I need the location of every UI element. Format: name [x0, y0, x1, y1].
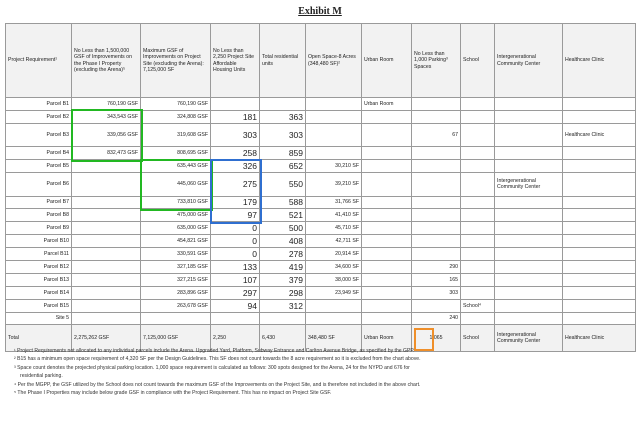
- affordable-units-cell: 275: [211, 173, 260, 197]
- header-healthcare: Healthcare Clinic: [563, 24, 636, 98]
- school-cell: [461, 312, 495, 325]
- urban-room-cell: [362, 173, 412, 197]
- school-cell: [461, 196, 495, 209]
- residential-units-cell: 859: [260, 147, 306, 160]
- table-row: [6, 147, 636, 160]
- phase1-gsf-cell: 343,543 GSF: [72, 110, 141, 123]
- urban-room-cell: [362, 312, 412, 325]
- phase1-gsf-cell: [72, 312, 141, 325]
- phase1-gsf-cell: [72, 160, 141, 173]
- max-gsf-cell: 635,443 GSF: [141, 160, 211, 173]
- parking-spaces-cell: [412, 209, 461, 222]
- table-row: [6, 261, 636, 274]
- urban-room-cell: [362, 273, 412, 286]
- residential-units-cell: 408: [260, 235, 306, 248]
- affordable-units-cell: 297: [211, 286, 260, 299]
- healthcare-clinic-cell: [563, 222, 636, 235]
- parcel-name-cell: Parcel B14: [6, 286, 72, 299]
- parking-spaces-cell: [412, 98, 461, 111]
- total-label: Total: [6, 325, 72, 352]
- urban-room-cell: [362, 196, 412, 209]
- requirements-table: [5, 23, 636, 352]
- healthcare-clinic-cell: [563, 248, 636, 261]
- parcel-name-cell: Parcel B10: [6, 235, 72, 248]
- table-row: [6, 273, 636, 286]
- open-space-cell: [306, 110, 362, 123]
- table-row: [6, 160, 636, 173]
- parcel-name-cell: Parcel B8: [6, 209, 72, 222]
- parking-spaces-cell: 165: [412, 273, 461, 286]
- table-row: [6, 299, 636, 312]
- affordable-units-cell: 107: [211, 273, 260, 286]
- healthcare-clinic-cell: [563, 312, 636, 325]
- community-center-cell: [495, 261, 563, 274]
- urban-room-cell: [362, 110, 412, 123]
- healthcare-clinic-cell: [563, 273, 636, 286]
- header-school: School: [461, 24, 495, 98]
- healthcare-clinic-cell: [563, 299, 636, 312]
- school-cell: [461, 286, 495, 299]
- school-cell: [461, 123, 495, 147]
- urban-room-cell: [362, 209, 412, 222]
- table-row: [6, 110, 636, 123]
- parking-spaces-cell: 290: [412, 261, 461, 274]
- residential-units-cell: 278: [260, 248, 306, 261]
- max-gsf-cell: 808,695 GSF: [141, 147, 211, 160]
- school-cell: [461, 261, 495, 274]
- phase1-gsf-cell: [72, 196, 141, 209]
- open-space-cell: [306, 312, 362, 325]
- affordable-units-cell: [211, 312, 260, 325]
- school-cell: [461, 147, 495, 160]
- table-row: [6, 248, 636, 261]
- affordable-units-cell: [211, 98, 260, 111]
- header-max-gsf: Maximum GSF of Improvements on Project Site (excluding the Arena): 7,125,000 SF: [141, 24, 211, 98]
- max-gsf-cell: [141, 312, 211, 325]
- table-row: [6, 222, 636, 235]
- urban-room-cell: [362, 147, 412, 160]
- footnote-1: ¹ Project Requirements not allocated to any individual parcels include the Arena. Upgraded Yard, Platform, Subway Entrance and Carlton Avenue Bridge, as specified by the GPP.: [14, 348, 415, 354]
- footnote-3-cont: residential parking.: [20, 373, 63, 380]
- school-cell: [461, 98, 495, 111]
- urban-room-cell: [362, 248, 412, 261]
- parcel-name-cell: Parcel B4: [6, 147, 72, 160]
- community-center-cell: [495, 123, 563, 147]
- parcel-name-cell: Parcel B1: [6, 98, 72, 111]
- open-space-cell: 38,000 SF: [306, 273, 362, 286]
- parcel-name-cell: Parcel B15: [6, 299, 72, 312]
- max-gsf-cell: 283,896 GSF: [141, 286, 211, 299]
- affordable-units-cell: 303: [211, 123, 260, 147]
- residential-units-cell: 550: [260, 173, 306, 197]
- total-max-gsf: 7,125,000 GSF: [141, 325, 211, 352]
- parcel-name-cell: Site 5: [6, 312, 72, 325]
- school-cell: [461, 222, 495, 235]
- phase1-gsf-cell: 760,190 GSF: [72, 98, 141, 111]
- phase1-gsf-cell: [72, 261, 141, 274]
- footnote-5: ⁵ The Phase I Properties may include below grade GSF in compliance with the Project Requirement. This has no impact on Project Site GSF.: [14, 390, 332, 397]
- parcel-name-cell: Parcel B7: [6, 196, 72, 209]
- max-gsf-cell: 445,060 GSF: [141, 173, 211, 197]
- header-parking: No Less than 1,000 Parking³ Spaces: [412, 24, 461, 98]
- footnote-4: ⁴ Per the MGPP, the GSF utilized by the School does not count towards the maximum GSF of the Improvements on the Project Site, and is therefore not included in the above chart.: [14, 381, 421, 388]
- total-open-space: 348,480 SF: [306, 325, 362, 352]
- open-space-cell: 42,711 SF: [306, 235, 362, 248]
- header-open-space: Open Space-8 Acres (348,480 SF)²: [306, 24, 362, 98]
- school-cell: [461, 110, 495, 123]
- affordable-units-cell: 94: [211, 299, 260, 312]
- parking-spaces-cell: [412, 196, 461, 209]
- residential-units-cell: 521: [260, 209, 306, 222]
- residential-units-cell: 588: [260, 196, 306, 209]
- phase1-gsf-cell: 832,473 GSF: [72, 147, 141, 160]
- urban-room-cell: [362, 261, 412, 274]
- max-gsf-cell: 263,678 GSF: [141, 299, 211, 312]
- healthcare-clinic-cell: [563, 160, 636, 173]
- residential-units-cell: 419: [260, 261, 306, 274]
- residential-units-cell: 379: [260, 273, 306, 286]
- affordable-units-cell: 97: [211, 209, 260, 222]
- table-row: [6, 173, 636, 197]
- table-row: [6, 312, 636, 325]
- total-urban-room: Urban Room: [362, 325, 412, 352]
- table-row: [6, 196, 636, 209]
- community-center-cell: [495, 110, 563, 123]
- school-cell: [461, 209, 495, 222]
- parcel-name-cell: Parcel B5: [6, 160, 72, 173]
- total-healthcare: Healthcare Clinic: [563, 325, 636, 352]
- community-center-cell: Intergenerational Community Center: [495, 173, 563, 197]
- healthcare-clinic-cell: [563, 261, 636, 274]
- open-space-cell: 45,710 SF: [306, 222, 362, 235]
- header-project-requirement: Project Requirement¹: [6, 24, 72, 98]
- phase1-gsf-cell: [72, 235, 141, 248]
- community-center-cell: [495, 235, 563, 248]
- requirements-table-wrapper: [5, 23, 635, 345]
- parcel-name-cell: Parcel B6: [6, 173, 72, 197]
- parking-spaces-cell: [412, 235, 461, 248]
- community-center-cell: [495, 312, 563, 325]
- urban-room-cell: [362, 222, 412, 235]
- residential-units-cell: 303: [260, 123, 306, 147]
- phase1-gsf-cell: [72, 222, 141, 235]
- open-space-cell: 31,766 SF: [306, 196, 362, 209]
- open-space-cell: 30,210 SF: [306, 160, 362, 173]
- header-affordable-units: No Less than 2,250 Project Site Affordable Housing Units: [211, 24, 260, 98]
- open-space-cell: [306, 147, 362, 160]
- urban-room-cell: [362, 123, 412, 147]
- affordable-units-cell: 258: [211, 147, 260, 160]
- parking-spaces-cell: [412, 248, 461, 261]
- healthcare-clinic-cell: [563, 173, 636, 197]
- phase1-gsf-cell: [72, 299, 141, 312]
- urban-room-cell: Urban Room: [362, 98, 412, 111]
- urban-room-cell: [362, 160, 412, 173]
- open-space-cell: [306, 299, 362, 312]
- footnote-2: ² B15 has a minimum open space requirement of 4,320 SF per the Design Guidelines. This SF does not count towards the 8 acre requirement so it is excluded from the chart above.: [14, 356, 421, 363]
- residential-units-cell: 298: [260, 286, 306, 299]
- phase1-gsf-cell: 339,056 GSF: [72, 123, 141, 147]
- phase1-gsf-cell: [72, 248, 141, 261]
- healthcare-clinic-cell: [563, 110, 636, 123]
- parking-spaces-cell: 303: [412, 286, 461, 299]
- affordable-units-cell: 326: [211, 160, 260, 173]
- parcel-name-cell: Parcel B3: [6, 123, 72, 147]
- residential-units-cell: 312: [260, 299, 306, 312]
- total-phase1: 2,275,262 GSF: [72, 325, 141, 352]
- school-cell: [461, 235, 495, 248]
- max-gsf-cell: 475,000 GSF: [141, 209, 211, 222]
- affordable-units-cell: 0: [211, 248, 260, 261]
- max-gsf-cell: 327,185 GSF: [141, 261, 211, 274]
- max-gsf-cell: 330,591 GSF: [141, 248, 211, 261]
- table-row: [6, 209, 636, 222]
- max-gsf-cell: 733,810 GSF: [141, 196, 211, 209]
- parking-spaces-cell: [412, 147, 461, 160]
- parking-spaces-cell: [412, 160, 461, 173]
- community-center-cell: [495, 273, 563, 286]
- total-community-center: Intergenerational Community Center: [495, 325, 563, 352]
- affordable-units-cell: 133: [211, 261, 260, 274]
- open-space-cell: [306, 98, 362, 111]
- header-urban-room: Urban Room: [362, 24, 412, 98]
- urban-room-cell: [362, 286, 412, 299]
- urban-room-cell: [362, 299, 412, 312]
- parcel-name-cell: Parcel B2: [6, 110, 72, 123]
- open-space-cell: 34,600 SF: [306, 261, 362, 274]
- community-center-cell: [495, 160, 563, 173]
- table-row: [6, 98, 636, 111]
- residential-units-cell: 363: [260, 110, 306, 123]
- affordable-units-cell: 179: [211, 196, 260, 209]
- community-center-cell: [495, 98, 563, 111]
- total-affordable: 2,250: [211, 325, 260, 352]
- total-parking: 1,065: [412, 325, 461, 352]
- footnote-3: ³ Space count denotes the projected physical parking location. 1,000 space requirement is calculated as follows: 300 spots designed for the Arena, 24 for the NYPD and 676 for: [14, 364, 410, 371]
- school-cell: [461, 173, 495, 197]
- healthcare-clinic-cell: Healthcare Clinic: [563, 123, 636, 147]
- phase1-gsf-cell: [72, 286, 141, 299]
- open-space-cell: 41,410 SF: [306, 209, 362, 222]
- table-body: [6, 98, 636, 325]
- parking-spaces-cell: [412, 110, 461, 123]
- community-center-cell: [495, 196, 563, 209]
- header-phase1-gsf: No Less than 1,500,000 GSF of Improvements on the Phase I Property (excluding the Arena)⁵: [72, 24, 141, 98]
- parcel-name-cell: Parcel B9: [6, 222, 72, 235]
- table-row: [6, 286, 636, 299]
- table-row: [6, 235, 636, 248]
- total-residential: 6,430: [260, 325, 306, 352]
- max-gsf-cell: 635,000 GSF: [141, 222, 211, 235]
- healthcare-clinic-cell: [563, 235, 636, 248]
- phase1-gsf-cell: [72, 173, 141, 197]
- residential-units-cell: [260, 98, 306, 111]
- community-center-cell: [495, 299, 563, 312]
- max-gsf-cell: 327,215 GSF: [141, 273, 211, 286]
- community-center-cell: [495, 209, 563, 222]
- healthcare-clinic-cell: [563, 147, 636, 160]
- max-gsf-cell: 760,190 GSF: [141, 98, 211, 111]
- table-row: [6, 123, 636, 147]
- open-space-cell: [306, 123, 362, 147]
- phase1-gsf-cell: [72, 209, 141, 222]
- school-cell: [461, 160, 495, 173]
- affordable-units-cell: 0: [211, 222, 260, 235]
- open-space-cell: 20,914 SF: [306, 248, 362, 261]
- parcel-name-cell: Parcel B12: [6, 261, 72, 274]
- total-school: School: [461, 325, 495, 352]
- header-community-center: Intergenerational Community Center: [495, 24, 563, 98]
- healthcare-clinic-cell: [563, 98, 636, 111]
- community-center-cell: [495, 147, 563, 160]
- parcel-name-cell: Parcel B11: [6, 248, 72, 261]
- school-cell: [461, 273, 495, 286]
- healthcare-clinic-cell: [563, 196, 636, 209]
- community-center-cell: [495, 286, 563, 299]
- residential-units-cell: 652: [260, 160, 306, 173]
- community-center-cell: [495, 248, 563, 261]
- affordable-units-cell: 181: [211, 110, 260, 123]
- school-cell: [461, 248, 495, 261]
- max-gsf-cell: 454,821 GSF: [141, 235, 211, 248]
- parking-spaces-cell: [412, 299, 461, 312]
- max-gsf-cell: 324,808 GSF: [141, 110, 211, 123]
- open-space-cell: 23,949 SF: [306, 286, 362, 299]
- urban-room-cell: [362, 235, 412, 248]
- community-center-cell: [495, 222, 563, 235]
- school-cell: School⁴: [461, 299, 495, 312]
- phase1-gsf-cell: [72, 273, 141, 286]
- parcel-name-cell: Parcel B13: [6, 273, 72, 286]
- header-total-units: Total residential units: [260, 24, 306, 98]
- exhibit-title: Exhibit M: [298, 6, 342, 17]
- residential-units-cell: 500: [260, 222, 306, 235]
- header-row: [6, 24, 636, 98]
- parking-spaces-cell: 67: [412, 123, 461, 147]
- healthcare-clinic-cell: [563, 209, 636, 222]
- footnotes: [14, 347, 634, 397]
- parking-spaces-cell: [412, 173, 461, 197]
- affordable-units-cell: 0: [211, 235, 260, 248]
- parking-spaces-cell: [412, 222, 461, 235]
- residential-units-cell: [260, 312, 306, 325]
- parking-spaces-cell: 240: [412, 312, 461, 325]
- max-gsf-cell: 319,608 GSF: [141, 123, 211, 147]
- healthcare-clinic-cell: [563, 286, 636, 299]
- open-space-cell: 39,210 SF: [306, 173, 362, 197]
